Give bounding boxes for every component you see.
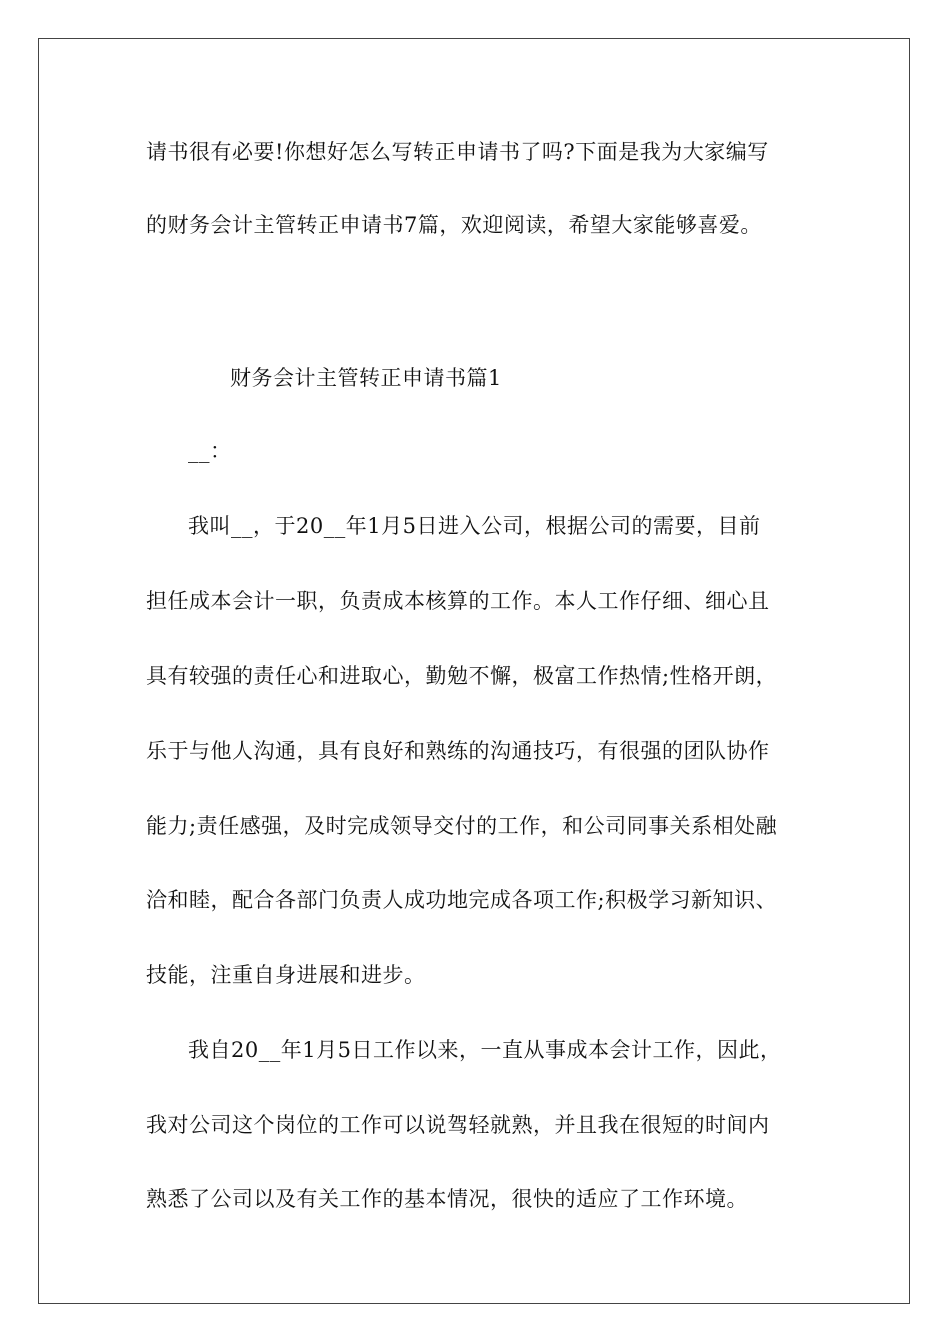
intro-line-1: 请书很有必要!你想好怎么写转正申请书了吗?下面是我为大家编写 [146,140,769,164]
section-title: 财务会计主管转正申请书篇1 [230,366,502,390]
paragraph2-line-1: 我自20__年1月5日工作以来，一直从事成本会计工作，因此， [188,1038,782,1062]
paragraph1-line-7: 技能，注重自身进展和进步。 [146,963,426,987]
paragraph2-line-2: 我对公司这个岗位的工作可以说驾轻就熟，并且我在很短的时间内 [146,1113,770,1137]
paragraph1-line-1: 我叫__，于20__年1月5日进入公司，根据公司的需要，目前 [188,514,761,538]
paragraph1-line-6: 洽和睦，配合各部门负责人成功地完成各项工作;积极学习新知识、 [146,888,778,912]
paragraph1-line-5: 能力;责任感强，及时完成领导交付的工作，和公司同事关系相处融 [146,814,778,838]
paragraph1-line-3: 具有较强的责任心和进取心，勤勉不懈，极富工作热情;性格开朗， [146,664,778,688]
intro-line-2: 的财务会计主管转正申请书7篇，欢迎阅读，希望大家能够喜爱。 [146,213,762,237]
salutation: __： [188,439,232,463]
paragraph1-line-2: 担任成本会计一职，负责成本核算的工作。本人工作仔细、细心且 [146,589,770,613]
paragraph1-line-4: 乐于与他人沟通，具有良好和熟练的沟通技巧，有很强的团队协作 [146,739,770,763]
paragraph2-line-3: 熟悉了公司以及有关工作的基本情况，很快的适应了工作环境。 [146,1187,748,1211]
